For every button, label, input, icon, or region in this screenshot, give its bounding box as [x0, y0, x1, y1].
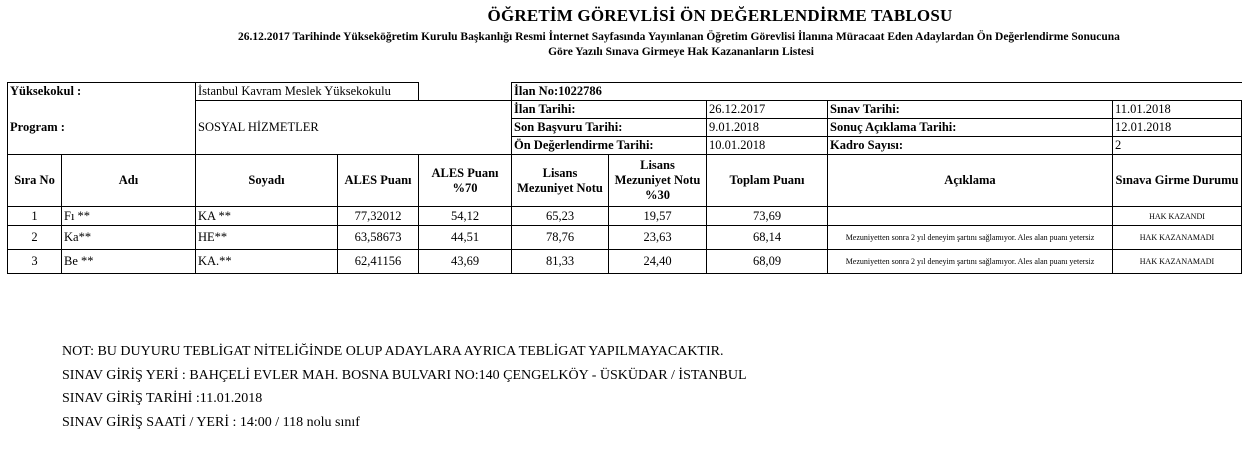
col-sira: Sıra No — [8, 155, 62, 207]
kadro-label: Kadro Sayısı: — [828, 137, 1113, 155]
exam-location: SINAV GİRİŞ YERİ : BAHÇELİ EVLER MAH. BOSNA BULVARI NO:140 ÇENGELKÖY - ÜSKÜDAR / İSTANBUL — [62, 367, 747, 383]
cell-ales: 62,41156 — [338, 250, 419, 274]
evaluation-table — [7, 82, 1242, 274]
cell-adi: Fı ** — [62, 207, 196, 226]
col-aciklama: Açıklama — [828, 155, 1113, 207]
cell-toplam: 73,69 — [707, 207, 828, 226]
col-durum: Sınava Girme Durumu — [1113, 155, 1242, 207]
exam-time-room: SINAV GİRİŞ SAATİ / YERİ : 14:00 / 118 nolu sınıf — [62, 414, 360, 430]
sonuc-label: Sonuç Açıklama Tarihi: — [828, 119, 1113, 137]
cell-lisans: 81,33 — [512, 250, 609, 274]
cell-ales: 77,32012 — [338, 207, 419, 226]
exam-date: SINAV GİRİŞ TARİHİ :11.01.2018 — [62, 391, 263, 406]
cell-ales70: 54,12 — [419, 207, 512, 226]
sonuc-value: 12.01.2018 — [1113, 119, 1242, 137]
cell-durum: HAK KAZANDI — [1113, 207, 1242, 226]
cell-lisans: 65,23 — [512, 207, 609, 226]
col-soyadi: Soyadı — [196, 155, 338, 207]
cell-toplam: 68,14 — [707, 226, 828, 250]
cell-sira: 3 — [8, 250, 62, 274]
table-row — [8, 226, 1242, 250]
page-title: ÖĞRETİM GÖREVLİSİ ÖN DEĞERLENDİRME TABLOSU — [487, 6, 953, 25]
cell-soyadi: KA ** — [196, 207, 338, 226]
cell-adi: Ka** — [62, 226, 196, 250]
cell-soyadi: HE** — [196, 226, 338, 250]
cell-durum: HAK KAZANAMADI — [1113, 226, 1242, 250]
sinav-tarihi-label: Sınav Tarihi: — [828, 101, 1113, 119]
cell-soyadi: KA.** — [196, 250, 338, 274]
cell-lisans30: 19,57 — [609, 207, 707, 226]
ilan-no: İlan No:1022786 — [512, 83, 1242, 101]
cell-lisans: 78,76 — [512, 226, 609, 250]
cell-lisans30: 23,63 — [609, 226, 707, 250]
column-header-row — [8, 155, 1242, 207]
son-basvuru-label: Son Başvuru Tarihi: — [512, 119, 707, 137]
yuksekokul-value: İstanbul Kavram Meslek Yüksekokulu — [196, 83, 419, 101]
cell-sira: 2 — [8, 226, 62, 250]
cell-toplam: 68,09 — [707, 250, 828, 274]
col-ales70: ALES Puanı %70 — [419, 155, 512, 207]
col-lisans: Lisans Mezuniyet Notu — [512, 155, 609, 207]
page-subtitle: 26.12.2017 Tarihinde Yükseköğretim Kurulu Başkanlığı Resmi İnternet Sayfasında Yayınlanan Öğretim Görevlisi İlanına Müracaat Eden Adaylardan Ön Değerlendirme Sonucuna — [238, 31, 1120, 43]
document-header — [0, 6, 1258, 58]
cell-durum: HAK KAZANAMADI — [1113, 250, 1242, 274]
info-row — [8, 101, 1242, 119]
info-row — [8, 83, 1242, 101]
on-degerlendirme-value: 10.01.2018 — [707, 137, 828, 155]
cell-ales70: 43,69 — [419, 250, 512, 274]
cell-adi: Be ** — [62, 250, 196, 274]
kadro-value: 2 — [1113, 137, 1242, 155]
table-row — [8, 250, 1242, 274]
sinav-tarihi-value: 11.01.2018 — [1113, 101, 1242, 119]
table-row — [8, 207, 1242, 226]
ilan-tarihi-label: İlan Tarihi: — [512, 101, 707, 119]
spacer-cell — [419, 83, 512, 101]
cell-lisans30: 24,40 — [609, 250, 707, 274]
cell-ales70: 44,51 — [419, 226, 512, 250]
cell-sira: 1 — [8, 207, 62, 226]
col-lisans30: Lisans Mezuniyet Notu %30 — [609, 155, 707, 207]
col-toplam: Toplam Puanı — [707, 155, 828, 207]
yuksekokul-label: Yüksekokul : — [8, 83, 196, 101]
note-line: NOT: BU DUYURU TEBLİGAT NİTELİĞİNDE OLUP ADAYLARA AYRICA TEBLİGAT YAPILMAYACAKTIR. — [62, 344, 724, 359]
son-basvuru-value: 9.01.2018 — [707, 119, 828, 137]
col-adi: Adı — [62, 155, 196, 207]
cell-aciklama: Mezuniyetten sonra 2 yıl deneyim şartını sağlamıyor. Ales alan puanı yetersiz — [828, 250, 1113, 274]
col-ales: ALES Puanı — [338, 155, 419, 207]
cell-aciklama: Mezuniyetten sonra 2 yıl deneyim şartını sağlamıyor. Ales alan puanı yetersiz — [828, 226, 1113, 250]
on-degerlendirme-label: Ön Değerlendirme Tarihi: — [512, 137, 707, 155]
program-value: SOSYAL HİZMETLER — [196, 101, 512, 155]
cell-aciklama — [828, 207, 1113, 226]
notes-block — [62, 340, 747, 434]
ilan-tarihi-value: 26.12.2017 — [707, 101, 828, 119]
cell-ales: 63,58673 — [338, 226, 419, 250]
program-label: Program : — [8, 101, 196, 155]
page-subtitle-2: Göre Yazılı Sınava Girmeye Hak Kazananların Listesi — [548, 46, 814, 58]
